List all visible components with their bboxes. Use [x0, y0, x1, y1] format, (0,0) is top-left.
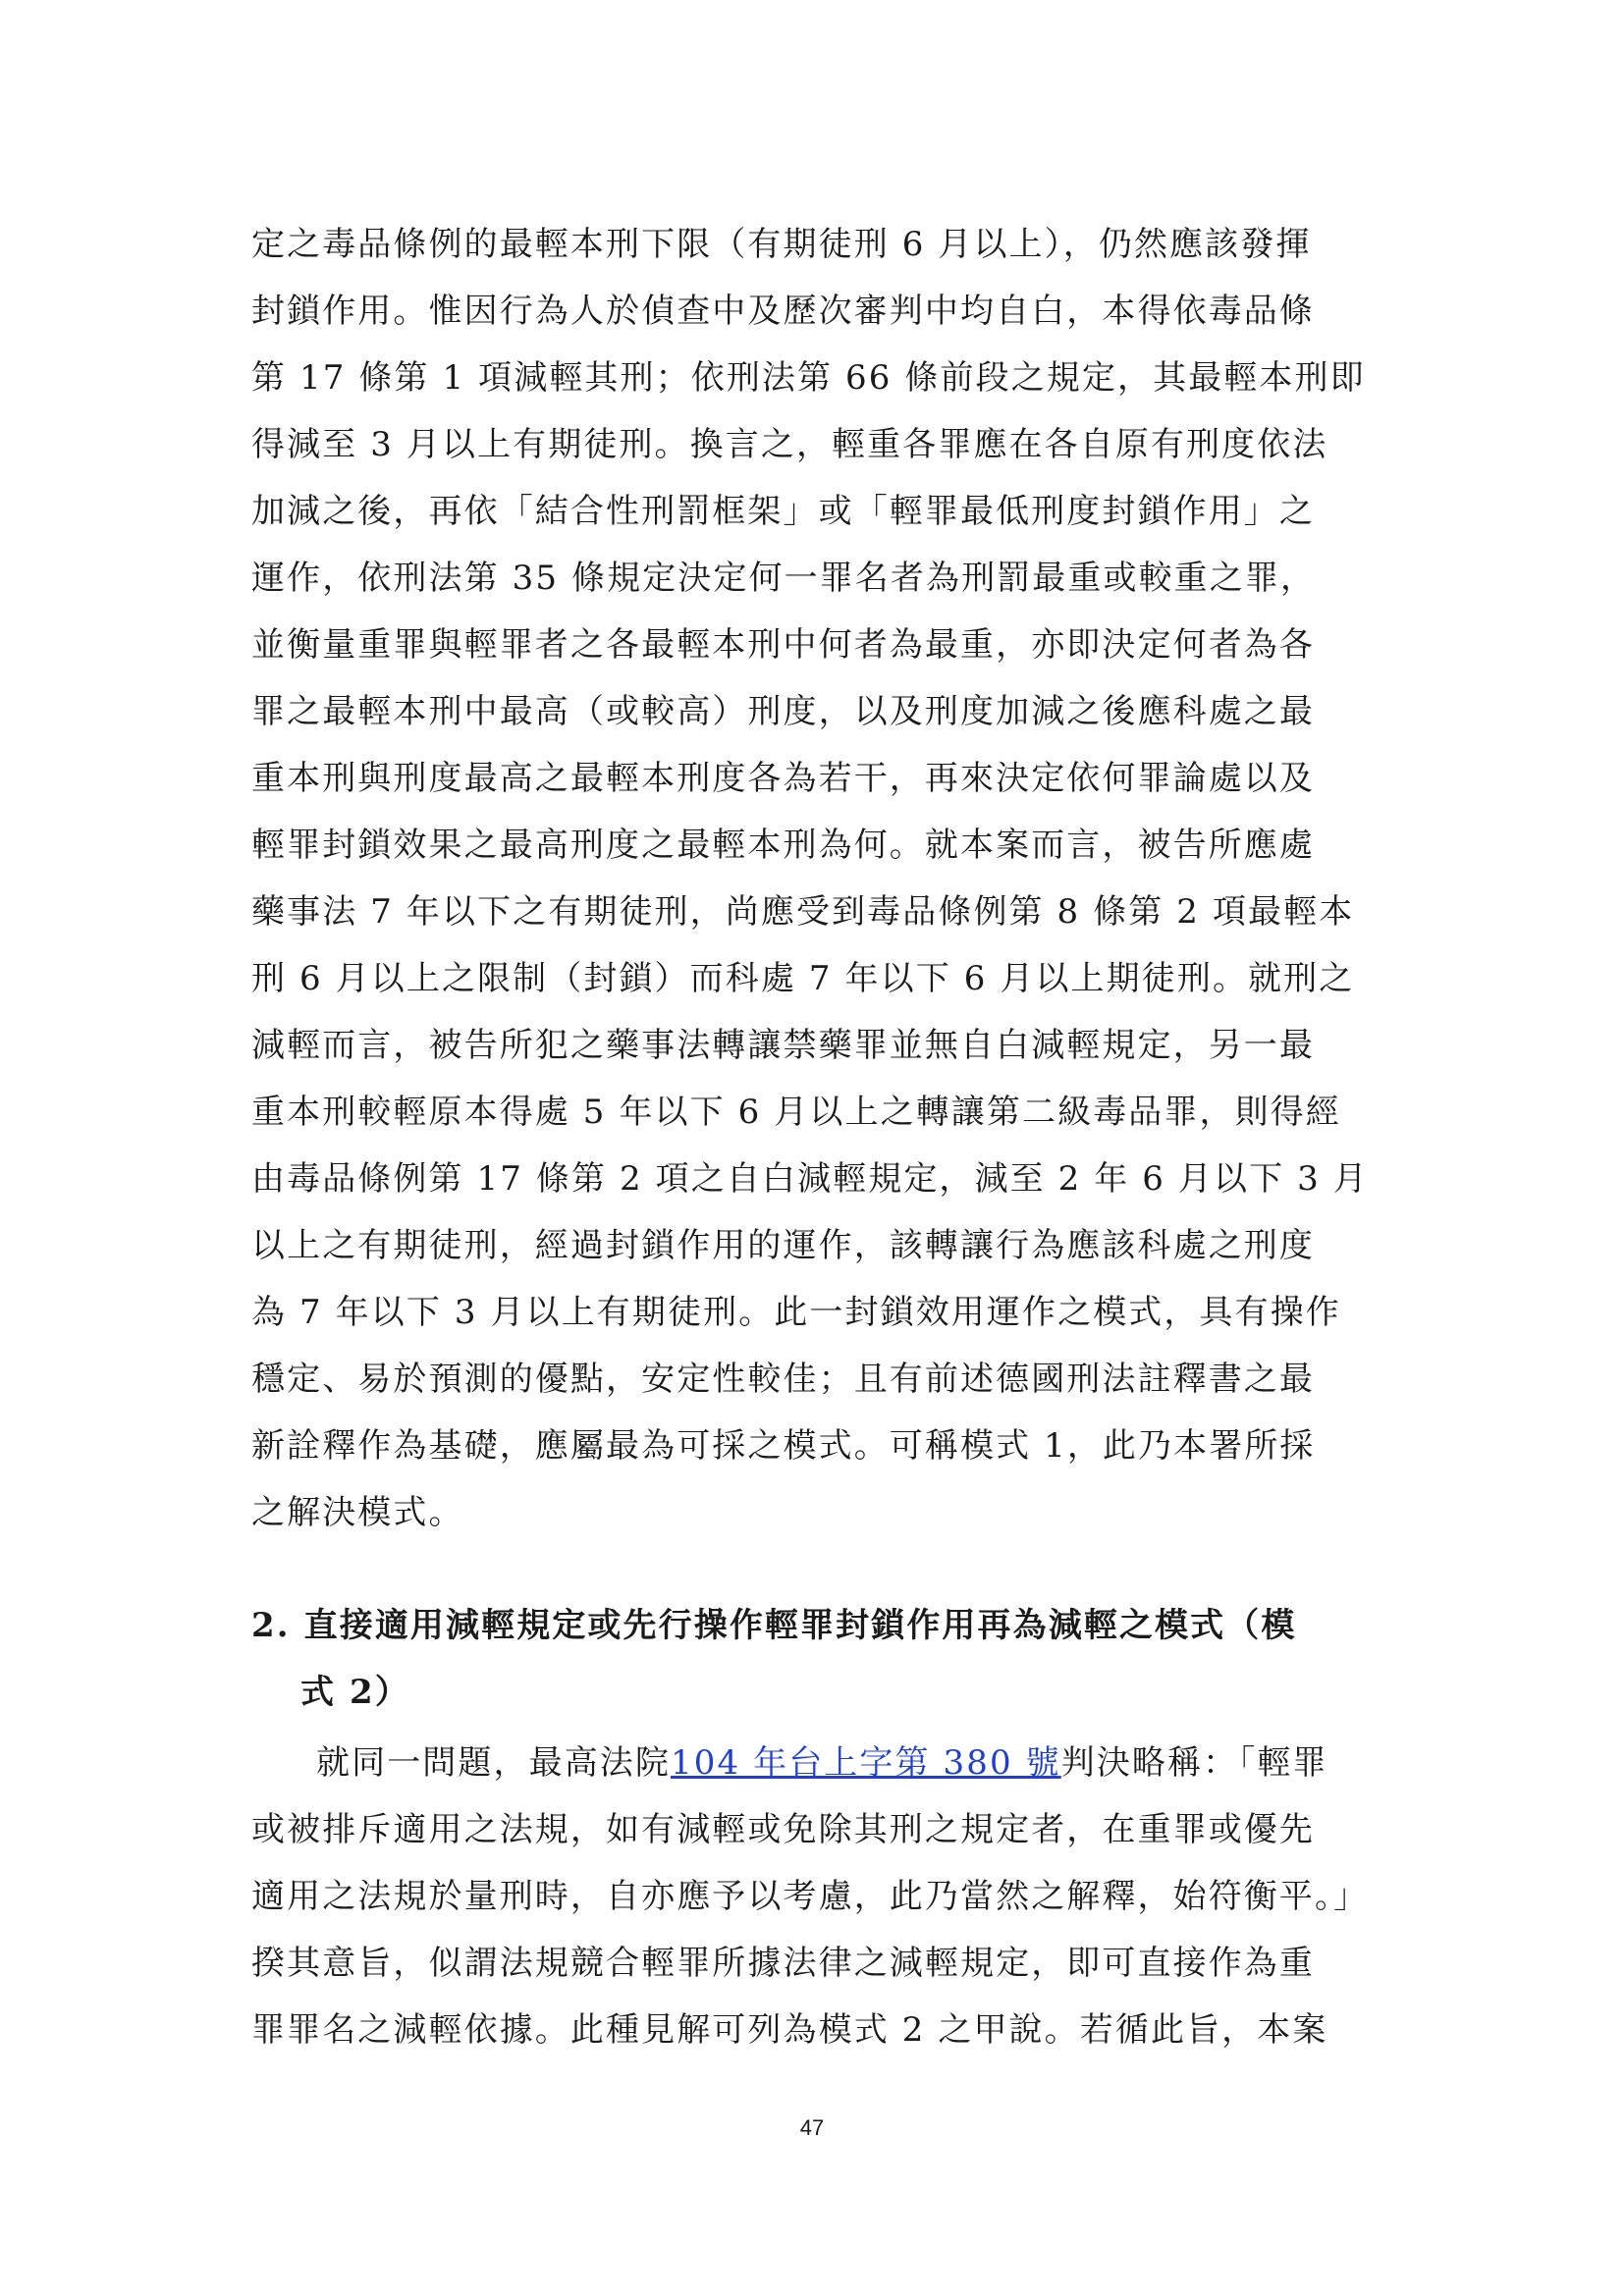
paragraph-line: 重本刑較輕原本得處 5 年以下 6 月以上之轉讓第二級毒品罪，則得經 [251, 1093, 1341, 1132]
paragraph-line: 以上之有期徒刑，經過封鎖作用的運作，該轉讓行為應該科處之刑度 [251, 1226, 1315, 1265]
paragraph-line: 新詮釋作為基礎，應屬最為可採之模式。可稱模式 1，此乃本署所採 [251, 1426, 1316, 1466]
paragraph-line: 罪罪名之減輕依據。此種見解可列為模式 2 之甲說。若循此旨，本案 [251, 2010, 1328, 2050]
paragraph-line: 並衡量重罪與輕罪者之各最輕本刑中何者為最重，亦即決定何者為各 [251, 625, 1315, 665]
paragraph-line: 藥事法 7 年以下之有期徒刑，尚應受到毒品條例第 8 條第 2 項最輕本 [251, 892, 1355, 932]
paragraph-line: 穩定、易於預測的優點，安定性較佳；且有前述德國刑法註釋書之最 [251, 1360, 1315, 1399]
paragraph-first-line [251, 1730, 1390, 1796]
paragraph-line: 刑 6 月以上之限制（封鎖）而科處 7 年以下 6 月以上期徒刑。就刑之 [251, 959, 1355, 998]
paragraph-line: 定之毒品條例的最輕本刑下限（有期徒刑 6 月以上），仍然應該發揮 [251, 225, 1312, 264]
paragraph-line: 為 7 年以下 3 月以上有期徒刑。此一封鎖效用運作之模式，具有操作 [251, 1293, 1341, 1332]
section-heading [251, 1592, 1390, 1726]
paragraph-2 [251, 1730, 1390, 2063]
text-suffix: 判決略稱：「輕罪 [1060, 1743, 1328, 1783]
paragraph-line: 封鎖作用。惟因行為人於偵查中及歷次審判中均自白，本得依毒品條 [251, 292, 1315, 331]
court-judgment-link[interactable]: 104 年台上字第 380 號 [671, 1743, 1061, 1783]
page-number: 47 [799, 2115, 825, 2140]
text-prefix: 就同一問題，最高法院 [316, 1743, 671, 1783]
paragraph-line: 運作，依刑法第 35 條規定決定何一罪名者為刑罰最重或較重之罪， [251, 559, 1317, 598]
heading-line: 2. 直接適用減輕規定或先行操作輕罪封鎖作用再為減輕之模式（模 [251, 1606, 1297, 1645]
paragraph-line: 適用之法規於量刑時，自亦應予以考慮，此乃當然之解釋，始符衡平。」 [251, 1877, 1370, 1916]
paragraph-line: 之解決模式。 [251, 1493, 464, 1532]
paragraph-line: 輕罪封鎖效果之最高刑度之最輕本刑為何。就本案而言，被告所應處 [251, 826, 1315, 865]
paragraph-line: 或被排斥適用之法規，如有減輕或免除其刑之規定者，在重罪或優先 [251, 1810, 1315, 1849]
paragraph-line: 得減至 3 月以上有期徒刑。換言之，輕重各罪應在各自原有刑度依法 [251, 425, 1328, 464]
paragraph-line: 重本刑與刑度最高之最輕本刑度各為若干，再來決定依何罪論處以及 [251, 759, 1315, 798]
paragraph-line: 揆其意旨，似謂法規競合輕罪所據法律之減輕規定，即可直接作為重 [251, 1944, 1315, 1983]
paragraph-line: 第 17 條第 1 項減輕其刑；依刑法第 66 條前段之規定，其最輕本刑即 [251, 358, 1366, 398]
paragraph-line: 由毒品條例第 17 條第 2 項之自白減輕規定，減至 2 年 6 月以下 3 月 [251, 1159, 1369, 1199]
paragraph-line: 罪之最輕本刑中最高（或較高）刑度，以及刑度加減之後應科處之最 [251, 692, 1315, 731]
paragraph-line: 加減之後，再依「結合性刑罰框架」或「輕罪最低刑度封鎖作用」之 [251, 492, 1315, 531]
paragraph-line: 減輕而言，被告所犯之藥事法轉讓禁藥罪並無自白減輕規定，另一最 [251, 1026, 1315, 1065]
paragraph-1 [251, 211, 1390, 1546]
heading-line: 式 2） [300, 1673, 410, 1712]
